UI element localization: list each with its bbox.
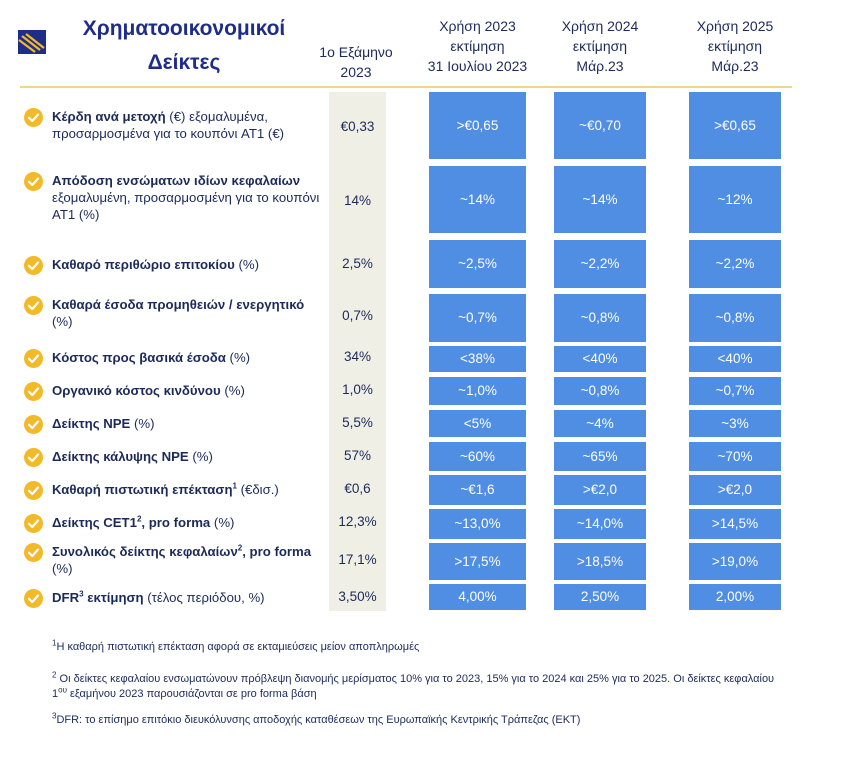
cell-fy2024: <40% (554, 346, 646, 372)
column-header-line: Χρήση 2023 (439, 18, 516, 34)
cell-fy2023: 4,00% (429, 584, 526, 610)
cell-fy2025: >19,0% (689, 543, 781, 580)
footnote-ref: 3 (79, 589, 84, 599)
row-label-bold: Καθαρή πιστωτική επέκταση (52, 482, 233, 497)
cell-fy2025: >€2,0 (689, 475, 781, 505)
row-label (52, 349, 324, 366)
column-header-line: Χρήση 2024 (561, 18, 639, 34)
cell-fy2023: ~13,0% (429, 509, 526, 539)
row-label-bold: Οργανικό κόστος κινδύνου (52, 383, 221, 398)
footnote-ref: 2 (237, 543, 243, 553)
column-header-line: Μάρ.23 (576, 58, 624, 74)
row-label-bold: Δείκτης κάλυψης NPE (52, 449, 189, 464)
row-label-unit: (%) (52, 561, 73, 576)
footnote-ref: 2 (136, 514, 142, 524)
checkmark-icon (24, 382, 43, 401)
row-label-bold: Απόδοση ενσώματων ιδίων κεφαλαίων (52, 173, 301, 188)
footnote-2 (52, 672, 792, 702)
cell-fy2023: ~€1,6 (429, 475, 526, 505)
checkmark-icon (24, 108, 43, 127)
column-header-line: 31 Ιουλίου 2023 (427, 58, 528, 74)
cell-fy2025: >14,5% (689, 509, 781, 539)
page-title (64, 12, 304, 80)
cell-h1-2023: 0,7% (342, 308, 373, 323)
cell-fy2024: ~14,0% (554, 509, 646, 539)
column-header-2023 (405, 16, 550, 76)
footnote-1 (52, 640, 792, 655)
footnote-marker: 2 (52, 670, 57, 680)
row-label (52, 543, 324, 577)
row-label-unit: εξομαλυμένη, προσαρμοσμένη για το κουπόνι AT1 (%) (52, 190, 320, 222)
row-label (52, 172, 324, 223)
cell-fy2024: >18,5% (554, 543, 646, 580)
footnote-3 (52, 713, 792, 728)
cell-fy2025: >€0,65 (689, 92, 781, 159)
row-label (52, 481, 324, 498)
row-label-unit: (%) (210, 515, 235, 530)
header-divider (20, 86, 792, 88)
footnote-ordinal: ου (58, 685, 67, 695)
row-label-unit: (%) (52, 314, 73, 329)
checkmark-icon (24, 256, 43, 275)
row-label (52, 415, 324, 432)
row-label-bold: Κέρδη ανά μετοχή (52, 109, 166, 124)
cell-h1-2023: €0,6 (344, 481, 371, 496)
cell-fy2024: >€2,0 (554, 475, 646, 505)
cell-fy2024: ~2,2% (554, 240, 646, 288)
cell-fy2023: <5% (429, 410, 526, 437)
row-label-unit: (%) (130, 416, 155, 431)
row-label-bold: Δείκτης CET1 (52, 515, 137, 530)
footnote-ref: 1 (232, 481, 237, 491)
column-header-line: 1ο Εξάμηνο (319, 44, 393, 60)
cell-fy2023: <38% (429, 346, 526, 372)
row-label-unit: (τέλος περιόδου, %) (143, 590, 265, 605)
column-header-line: εκτίμηση (707, 38, 763, 54)
row-label-bold: Δείκτης NPE (52, 416, 131, 431)
cell-fy2025: ~0,8% (689, 294, 781, 342)
footnote-text: Η καθαρή πιστωτική επέκταση αφορά σε εκταμιεύσεις μείον αποπληρωμές (56, 641, 420, 653)
cell-fy2023: ~1,0% (429, 377, 526, 405)
row-label (52, 108, 324, 142)
row-label (52, 296, 324, 330)
cell-h1-2023: €0,33 (340, 119, 375, 134)
footnote-text: Οι δείκτες κεφαλαίου ενσωματώνουν πρόβλεψη διανομής μερίσματος 10% για το 2023, 15% για το 2024 και 25% για το 2025. Οι δείκτες κεφαλαίου 1 (52, 673, 775, 700)
row-label-bold: εκτίμηση (83, 590, 144, 605)
cell-h1-2023: 12,3% (338, 514, 377, 529)
row-label-unit: (%) (225, 350, 251, 365)
cell-fy2025: <40% (689, 346, 781, 372)
row-label-bold: Καθαρά έσοδα προμηθειών / ενεργητικό (52, 297, 305, 312)
cell-fy2023: ~2,5% (429, 240, 526, 288)
row-label (52, 448, 324, 465)
cell-fy2025: 2,00% (689, 584, 781, 610)
cell-fy2023: ~14% (429, 166, 526, 233)
cell-fy2025: ~2,2% (689, 240, 781, 288)
column-header-line: Μάρ.23 (711, 58, 759, 74)
page-title-line1: Χρηματοοικονομικοί (82, 17, 286, 40)
row-label (52, 589, 324, 606)
cell-fy2024: ~0,8% (554, 377, 646, 405)
checkmark-icon (24, 589, 43, 608)
page-title-line2: Δείκτες (147, 51, 221, 74)
footnote-marker: 3 (52, 711, 57, 721)
cell-h1-2023: 34% (343, 349, 372, 364)
row-label-bold: , pro forma (242, 544, 312, 559)
footnote-text: εξαμήνου 2023 παρουσιάζονται σε pro forma βάση (66, 688, 317, 700)
row-label-bold: Συνολικός δείκτης κεφαλαίων (52, 544, 238, 559)
cell-fy2025: ~12% (689, 166, 781, 233)
checkmark-icon (24, 448, 43, 467)
cell-fy2024: ~€0,70 (554, 92, 646, 159)
cell-fy2023: >€0,65 (429, 92, 526, 159)
cell-h1-2023: 57% (343, 448, 372, 463)
checkmark-icon (24, 172, 43, 191)
column-header-2024 (540, 16, 660, 76)
row-label-bold: Καθαρό περιθώριο επιτοκίου (52, 257, 235, 272)
cell-fy2023: ~60% (429, 442, 526, 471)
cell-h1-2023: 14% (343, 193, 372, 208)
cell-fy2025: ~70% (689, 442, 781, 471)
cell-h1-2023: 1,0% (342, 382, 373, 397)
cell-h1-2023: 17,1% (338, 552, 377, 567)
checkmark-icon (24, 481, 43, 500)
checkmark-icon (24, 514, 43, 533)
cell-fy2024: ~0,8% (554, 294, 646, 342)
row-label-unit: (%) (220, 383, 245, 398)
row-label (52, 256, 324, 273)
row-label-unit: (€δισ.) (236, 482, 279, 497)
cell-h1-2023: 3,50% (338, 589, 377, 604)
bank-logo (18, 30, 46, 54)
row-label-bold: , pro forma (141, 515, 211, 530)
checkmark-icon (24, 349, 43, 368)
footnote-text: DFR: το επίσημο επιτόκιο διευκόλυνσης αποδοχής καταθέσεων της Ευρωπαϊκής Κεντρικής Τράπεζας (ΕΚΤ) (56, 714, 581, 726)
checkmark-icon (24, 296, 43, 315)
cell-h1-2023: 2,5% (342, 256, 373, 271)
checkmark-icon (24, 415, 43, 434)
cell-fy2023: ~0,7% (429, 294, 526, 342)
column-header-line: Χρήση 2025 (696, 18, 774, 34)
column-header-h1-2023 (300, 42, 412, 82)
column-header-line: εκτίμηση (572, 38, 628, 54)
row-label-unit: (%) (188, 449, 213, 464)
row-label-unit: (%) (234, 257, 259, 272)
checkmark-icon (24, 543, 43, 562)
column-header-line: 2023 (340, 64, 372, 80)
row-label-bold: Κόστος προς βασικά έσοδα (52, 350, 226, 365)
cell-fy2024: ~14% (554, 166, 646, 233)
cell-fy2025: ~0,7% (689, 377, 781, 405)
footnote-marker: 1 (52, 638, 57, 648)
column-header-2025 (675, 16, 795, 76)
row-label-unit: (€) εξομαλυμένα, προσαρμοσμένα για το κουπόνι AT1 (€) (52, 109, 285, 141)
row-label-bold: DFR (52, 590, 80, 605)
cell-fy2024: 2,50% (554, 584, 646, 610)
cell-fy2023: >17,5% (429, 543, 526, 580)
row-label (52, 514, 324, 531)
cell-fy2024: ~65% (554, 442, 646, 471)
cell-fy2025: ~3% (689, 410, 781, 437)
cell-h1-2023: 5,5% (342, 415, 373, 430)
column-header-line: εκτίμηση (450, 38, 505, 54)
cell-fy2024: ~4% (554, 410, 646, 437)
row-label (52, 382, 324, 399)
